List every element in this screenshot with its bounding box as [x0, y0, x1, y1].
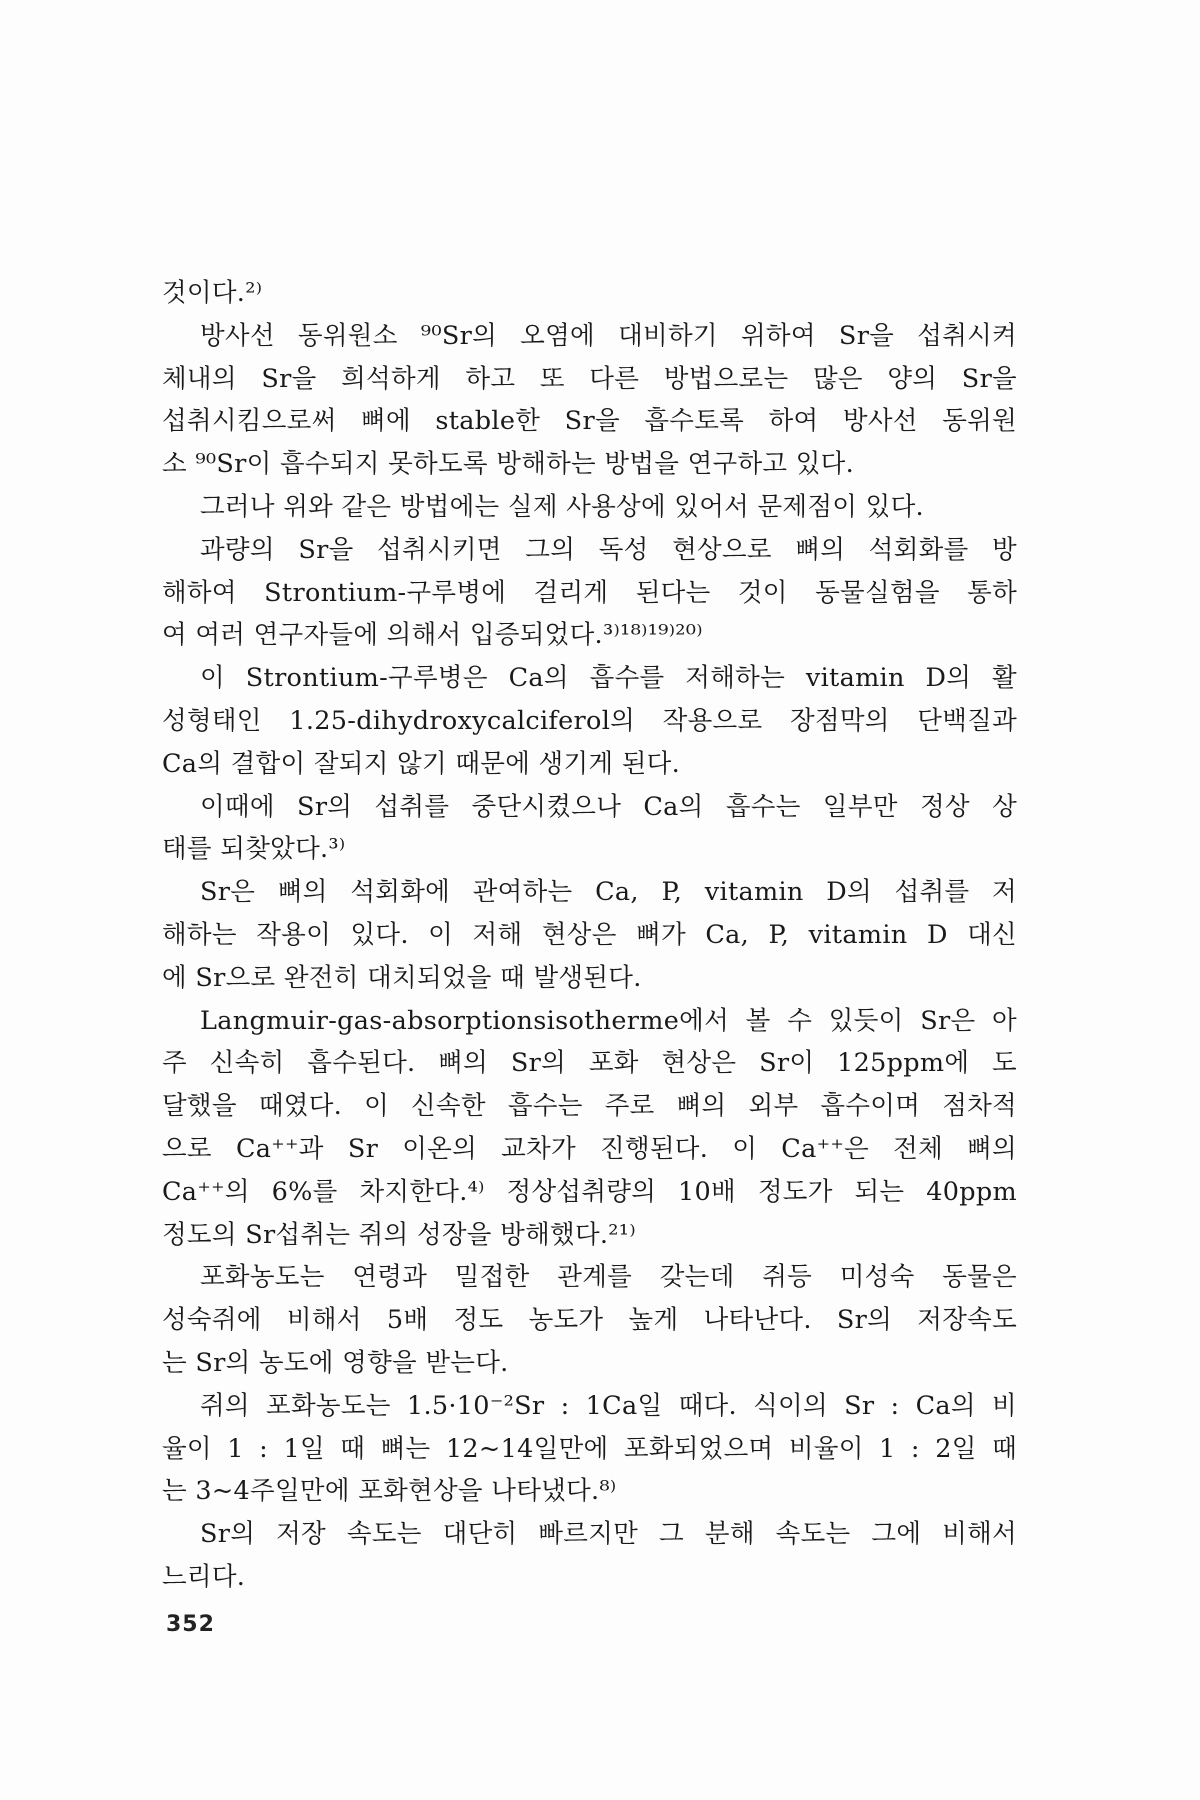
text-line: Ca의 결합이 잘되지 않기 때문에 생기게 된다.	[162, 748, 681, 779]
text-line: Langmuir-gas-absorptionsisotherme에서 볼 수 있듯이 Sr은 아	[200, 1005, 1017, 1036]
text-line: 체내의 Sr을 희석하게 하고 또 다른 방법으로는 많은 양의 Sr을	[162, 363, 1017, 394]
text-line: 태를 되찾았다.³⁾	[162, 834, 346, 865]
text-line: 주 신속히 흡수된다. 뼈의 Sr의 포화 현상은 Sr이 125ppm에 도	[162, 1048, 1017, 1079]
bottom-margin	[0, 1640, 1200, 1800]
text-line: 해하는 작용이 있다. 이 저해 현상은 뼈가 Ca, P, vitamin D 대신	[162, 919, 1017, 950]
text-line: 섭취시킴으로써 뼈에 stable한 Sr을 흡수토록 하여 방사선 동위원	[162, 406, 1017, 437]
text-line: 율이 1 : 1일 때 뼈는 12~14일만에 포화되었으며 비율이 1 : 2일 때	[162, 1433, 1017, 1464]
text-line: 달했을 때였다. 이 신속한 흡수는 주로 뼈의 외부 흡수이며 점차적	[162, 1091, 1017, 1122]
text-line: 정도의 Sr섭취는 쥐의 성장을 방해했다.²¹⁾	[162, 1219, 636, 1250]
text-line: 에 Sr으로 완전히 대치되었을 때 발생된다.	[162, 962, 642, 993]
text-line: 해하여 Strontium-구루병에 걸리게 된다는 것이 동물실험을 통하	[162, 577, 1017, 608]
text-line: 는 Sr의 농도에 영향을 받는다.	[162, 1347, 509, 1378]
text-line: 소 ⁹⁰Sr이 흡수되지 못하도록 방해하는 방법을 연구하고 있다.	[162, 449, 855, 480]
text-line: 과량의 Sr을 섭취시키면 그의 독성 현상으로 뼈의 석회화를 방	[200, 534, 1017, 565]
text-line: 이 Strontium-구루병은 Ca의 흡수를 저해하는 vitamin D의 활	[200, 663, 1017, 694]
text-line: 여 여러 연구자들에 의해서 입증되었다.³⁾¹⁸⁾¹⁹⁾²⁰⁾	[162, 620, 703, 651]
text-line: 포화농도는 연령과 밀접한 관계를 갖는데 쥐등 미성숙 동물은	[200, 1262, 1017, 1293]
text-line: 쥐의 포화농도는 1.5·10⁻²Sr : 1Ca일 때다. 식이의 Sr : Ca의 비	[200, 1390, 1017, 1421]
text-line: 성숙쥐에 비해서 5배 정도 농도가 높게 나타난다. Sr의 저장속도	[162, 1305, 1017, 1336]
text-line: 성형태인 1.25-dihydroxycalciferol의 작용으로 장점막의 단백질과	[162, 705, 1017, 736]
text-line: 그러나 위와 같은 방법에는 실제 사용상에 있어서 문제점이 있다.	[200, 491, 924, 522]
body-text	[162, 272, 1017, 1599]
text-line: Ca⁺⁺의 6%를 차지한다.⁴⁾ 정상섭취량의 10배 정도가 되는 40ppm	[162, 1176, 1017, 1207]
text-line: 느리다.	[162, 1561, 246, 1592]
text-line: Sr의 저장 속도는 대단히 빠르지만 그 분해 속도는 그에 비해서	[200, 1519, 1017, 1550]
text-line: 이때에 Sr의 섭취를 중단시켰으나 Ca의 흡수는 일부만 정상 상	[200, 791, 1017, 822]
top-margin	[0, 0, 1200, 260]
text-line: 것이다.²⁾	[162, 278, 263, 308]
text-line: 방사선 동위원소 ⁹⁰Sr의 오염에 대비하기 위하여 Sr을 섭취시켜	[200, 320, 1017, 351]
text-line: 으로 Ca⁺⁺과 Sr 이온의 교차가 진행된다. 이 Ca⁺⁺은 전체 뼈의	[162, 1133, 1017, 1164]
page-number: 352	[166, 1612, 215, 1637]
text-line: Sr은 뼈의 석회화에 관여하는 Ca, P, vitamin D의 섭취를 저	[200, 877, 1017, 908]
text-line: 는 3~4주일만에 포화현상을 나타냈다.⁸⁾	[162, 1476, 617, 1507]
